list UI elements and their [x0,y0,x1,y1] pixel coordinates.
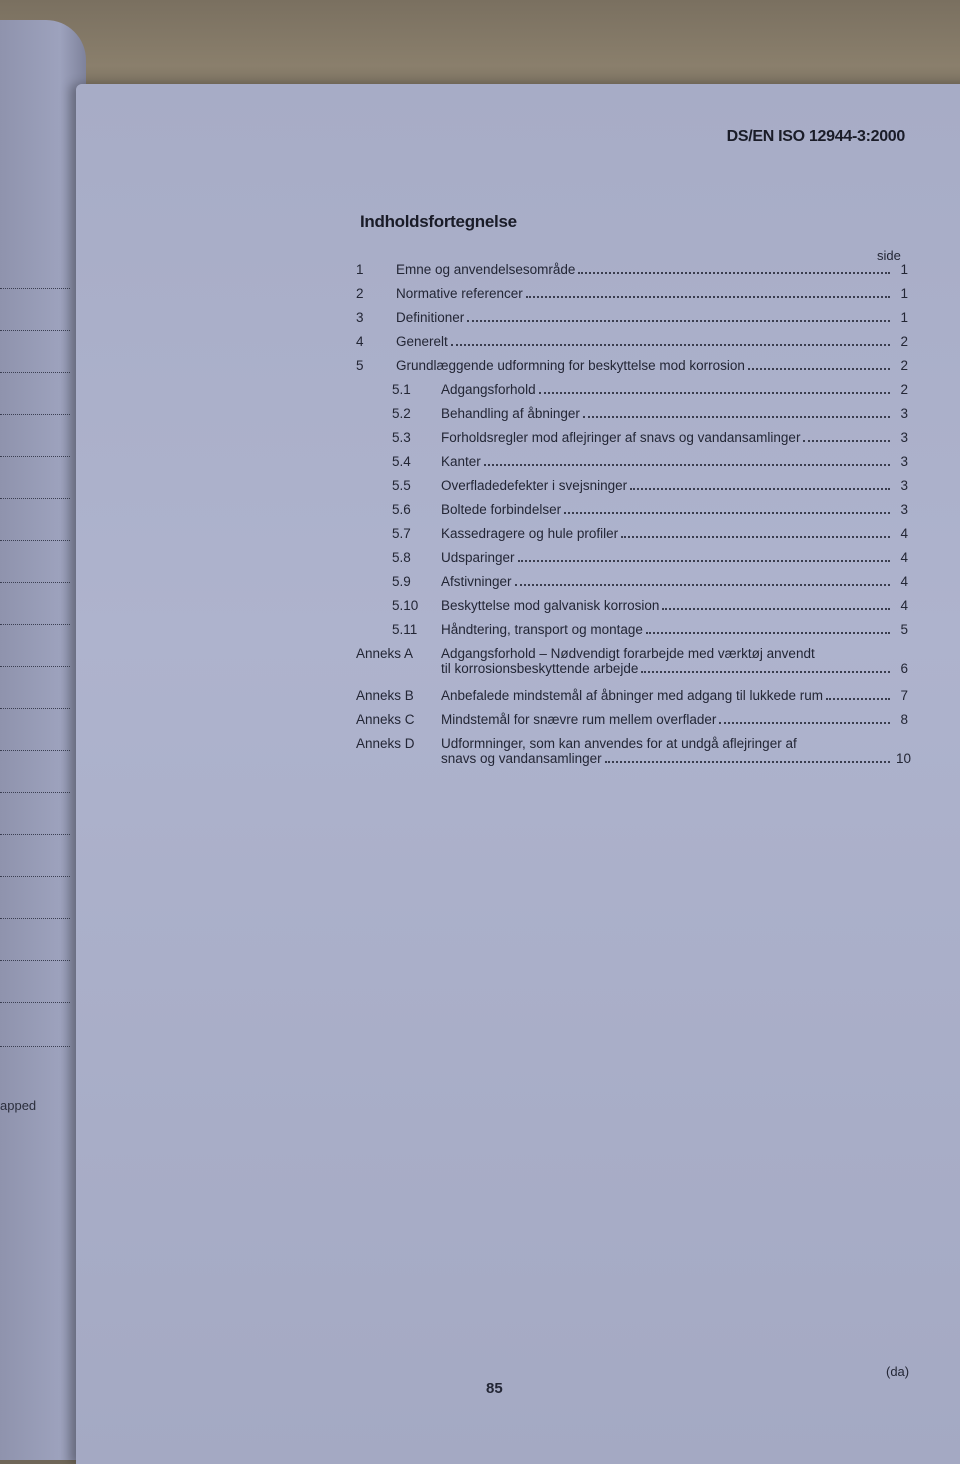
toc-entry-title: Adgangsforhold [441,382,536,397]
toc-entry-number: 3 [356,310,364,325]
toc-entry [356,358,908,373]
left-page-rule [0,1046,70,1047]
toc-entry [356,310,908,325]
toc-entry-number: 5.7 [392,526,411,541]
left-page-rule [0,414,70,415]
toc-entry-number: 5.8 [392,550,411,565]
toc-entry-page: 7 [900,688,908,703]
left-page-rule [0,960,70,961]
dot-leader [518,560,890,562]
toc-entry-page: 1 [900,310,908,325]
toc-entry-number: Anneks C [356,712,415,727]
dot-leader [641,671,890,673]
toc-entry-number: Anneks A [356,646,414,661]
left-page-rule [0,750,70,751]
toc-entry-page: 5 [900,622,908,637]
toc-entry [356,334,908,349]
toc-entry [356,286,908,301]
toc-entry [392,454,908,469]
dot-leader [583,416,890,418]
dot-leader [630,488,890,490]
toc-entry-page: 3 [900,454,908,469]
toc-entry [356,646,908,676]
toc-entry [392,430,908,445]
left-page-rule [0,918,70,919]
toc-entry-page: 4 [900,550,908,565]
left-page-rule [0,330,70,331]
toc-entry [392,622,908,637]
left-page-rule [0,708,70,709]
toc-entry [356,712,908,727]
dot-leader [526,296,890,298]
toc-entry-page: 10 [896,751,912,766]
toc-entry-number: 5.2 [392,406,411,421]
toc-entry-title: Mindstemål for snævre rum mellem overflader [441,712,717,727]
toc-entry-page: 4 [900,574,908,589]
toc-entry-page: 6 [900,661,908,676]
toc-entry-page: 3 [900,406,908,421]
dot-leader [578,272,890,274]
toc-entry-number: 5.3 [392,430,411,445]
toc-entry-page: 4 [900,526,908,541]
toc-entry-title: Behandling af åbninger [441,406,580,421]
toc-entry-title: Emne og anvendelsesområde [396,262,576,277]
dot-leader [748,368,890,370]
dot-leader [564,512,890,514]
left-page-rule [0,624,70,625]
page-number: 85 [486,1380,503,1397]
toc-entry [392,406,908,421]
left-page-rule [0,372,70,373]
dot-leader [646,632,890,634]
dot-leader [467,320,890,322]
toc-entry-number: 5.9 [392,574,411,589]
left-page-rule [0,456,70,457]
toc-entry-title: Kassedragere og hule profiler [441,526,619,541]
toc-entry-number: 1 [356,262,364,277]
toc-entry-number: 2 [356,286,364,301]
toc-entry-title: Håndtering, transport og montage [441,622,643,637]
toc-entry-page: 3 [900,502,908,517]
toc-entry [392,574,908,589]
left-page-rule [0,834,70,835]
toc-entry-title: Beskyttelse mod galvanisk korrosion [441,598,660,613]
toc-entry-number: 5.11 [392,622,418,637]
toc-entry-number: 5 [356,358,364,373]
toc-entry-number: 4 [356,334,364,349]
dot-leader [621,536,890,538]
toc-entry-page: 1 [900,286,908,301]
toc-entry-page: 2 [900,358,908,373]
toc-entry [356,736,912,766]
left-page-rule [0,540,70,541]
dot-leader [826,698,890,700]
toc-entry-title: Afstivninger [441,574,512,589]
toc-entry-title: Udsparinger [441,550,515,565]
toc-entry-page: 3 [900,430,908,445]
toc-entry-title: Adgangsforhold – Nødvendigt forarbejde med værktøj anvendt [441,646,815,661]
toc-entry-title: Overfladedefekter i svejsninger [441,478,628,493]
toc-entry-title: Generelt [396,334,448,349]
toc-entry-page: 3 [900,478,908,493]
dot-leader [451,344,890,346]
toc-entry-page: 1 [900,262,908,277]
toc-entry-number: 5.4 [392,454,411,469]
toc-entry [392,382,908,397]
left-page-rule [0,792,70,793]
toc-entry-number: 5.10 [392,598,419,613]
dot-leader [515,584,890,586]
language-code: (da) [886,1364,910,1379]
toc-entry-page: 2 [900,382,908,397]
toc-entry-number: Anneks D [356,736,415,751]
toc-entry [392,550,908,565]
toc-entry-page: 4 [900,598,908,613]
toc-entry [392,526,908,541]
toc-entry-title-continued: til korrosionsbeskyttende arbejde [441,661,639,676]
toc-entry-title: Forholdsregler mod aflejringer af snavs og vandansamlinger [441,430,801,445]
toc-entry-number: Anneks B [356,688,414,703]
toc-entry-page: 2 [900,334,908,349]
toc-entry-page: 8 [900,712,908,727]
left-page-rule [0,1002,70,1003]
dot-leader [484,464,890,466]
toc-entry-title: Boltede forbindelser [441,502,562,517]
toc-entry-number: 5.1 [392,382,411,397]
toc-entry [356,262,908,277]
dot-leader [803,440,890,442]
dot-leader [539,392,890,394]
left-page-rule [0,876,70,877]
left-page-rule [0,582,70,583]
left-page-rule [0,288,70,289]
left-page-fragment: apped [0,1098,37,1113]
toc-page-column-label: side [877,248,901,263]
toc-entry-title: Normative referencer [396,286,523,301]
toc-entry [392,478,908,493]
left-page-rule [0,498,70,499]
toc-entry-number: 5.5 [392,478,411,493]
toc-entry [356,688,908,703]
toc-entry-title: Kanter [441,454,481,469]
toc-entry [392,502,908,517]
toc-entry-title: Grundlæggende udformning for beskyttelse mod korrosion [396,358,745,373]
dot-leader [605,761,890,763]
left-page-rule [0,666,70,667]
toc-entry-number: 5.6 [392,502,411,517]
document-code: DS/EN ISO 12944-3:2000 [726,128,905,145]
toc-entry-title-continued: snavs og vandansamlinger [441,751,602,766]
toc-entry-title: Udformninger, som kan anvendes for at undgå aflejringer af [441,736,797,751]
toc-entry [392,598,908,613]
toc-entry-title: Anbefalede mindstemål af åbninger med adgang til lukkede rum [441,688,823,703]
dot-leader [719,722,890,724]
toc-title: Indholdsfortegnelse [360,212,517,231]
dot-leader [662,608,890,610]
toc-entry-title: Definitioner [396,310,465,325]
left-page [0,20,86,1460]
